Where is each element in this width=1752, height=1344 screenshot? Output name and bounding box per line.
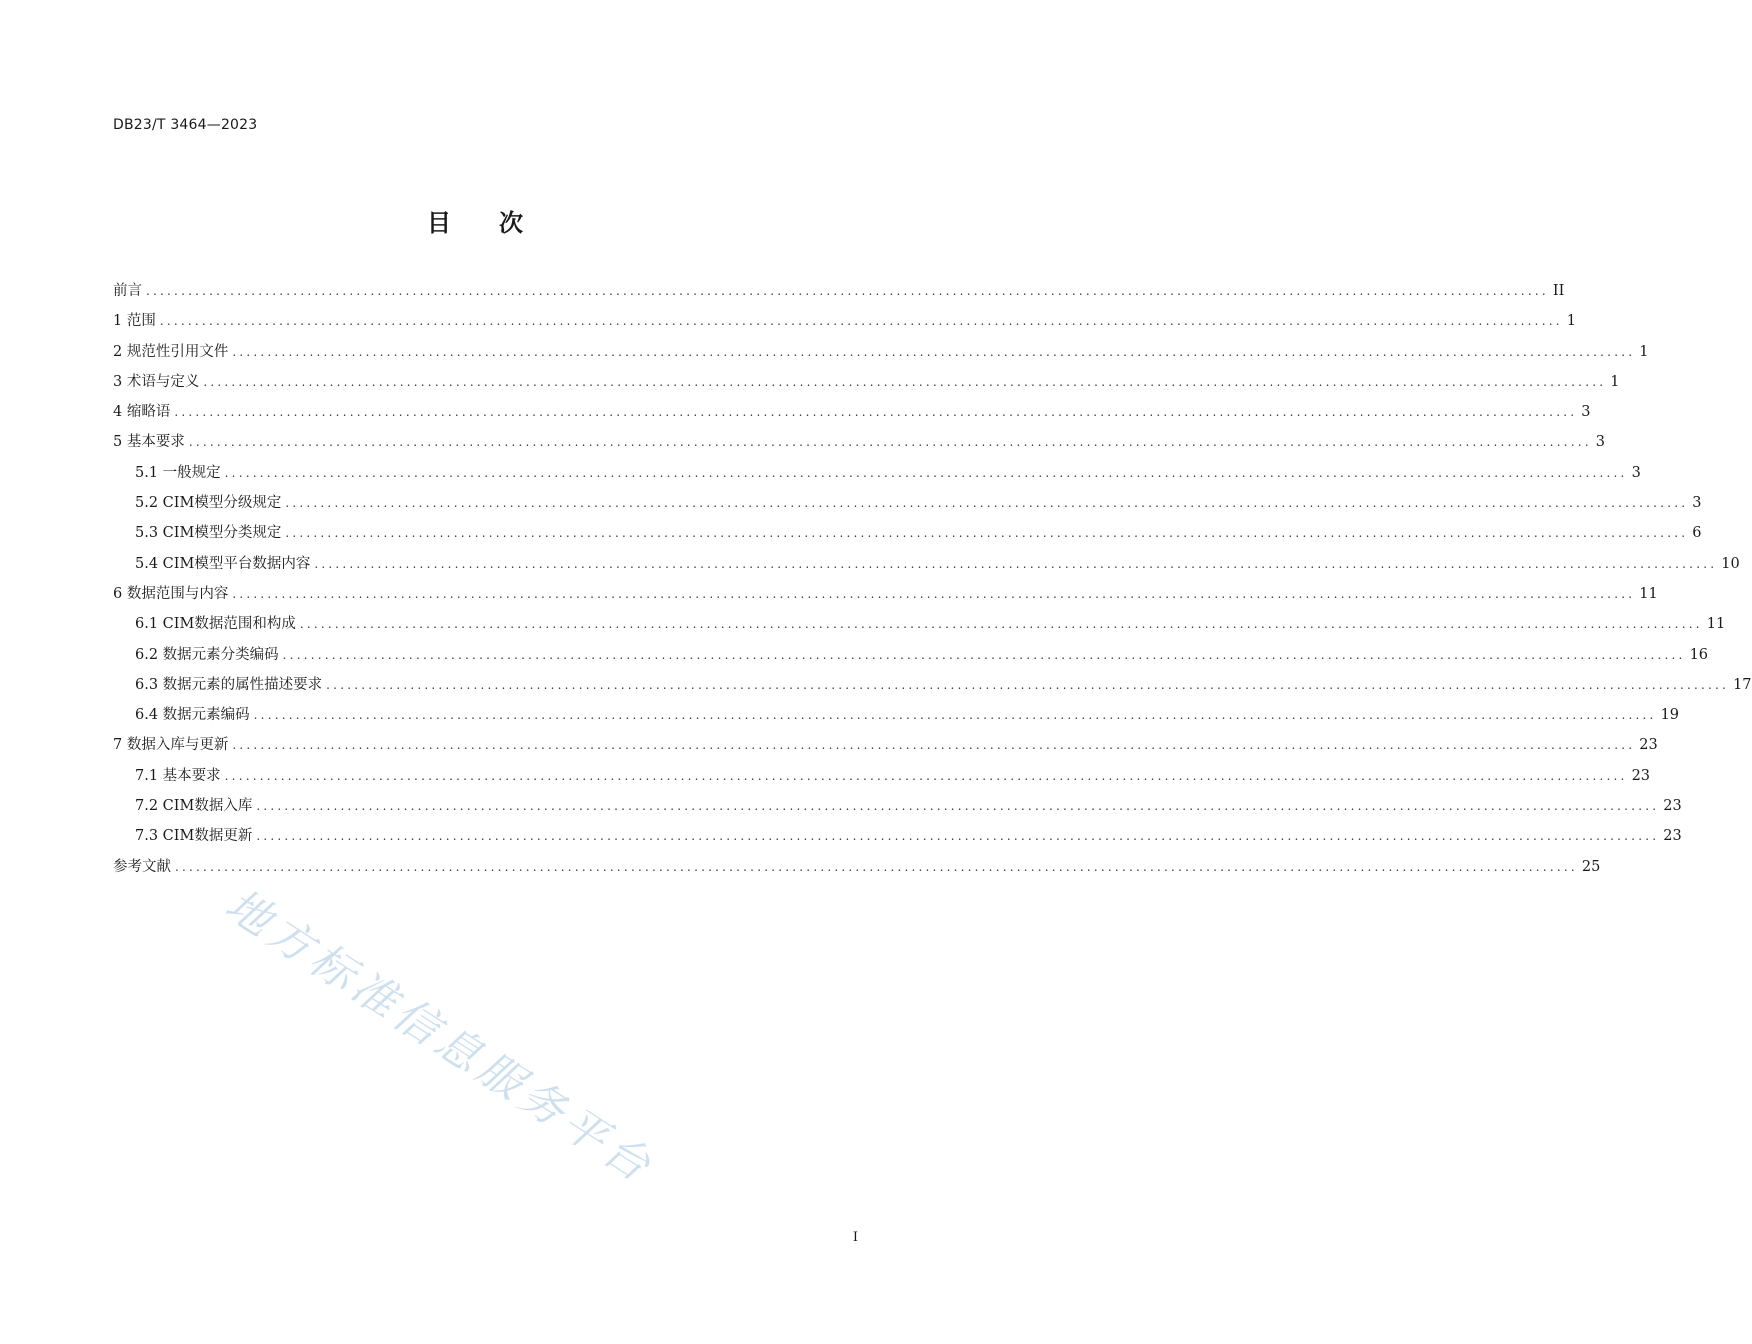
toc-dot-leader: ........................................................................................................................................................................................................: [314, 556, 1718, 571]
toc-entry[interactable]: [113, 673, 1752, 703]
toc-entry-label: 7 数据入库与更新: [113, 737, 229, 754]
title-char-1: 目: [427, 209, 451, 237]
toc-entry-label: 前言: [113, 283, 142, 299]
toc-entry-label: 5.1 一般规定: [135, 464, 221, 481]
page-title: [0, 203, 950, 238]
toc-dot-leader: ........................................................................................................................................................................................................: [253, 708, 1657, 723]
toc-entry-label: 7.3 CIM数据更新: [135, 828, 253, 845]
toc-entry-page: 10: [1721, 555, 1740, 572]
page-number: I: [852, 1230, 858, 1245]
title-char-2: 次: [499, 209, 523, 237]
toc-entry-page: 23: [1639, 737, 1658, 754]
toc-entry-page: 1: [1610, 373, 1620, 390]
toc-entry[interactable]: [113, 643, 1709, 673]
toc-dot-leader: ........................................................................................................................................................................................................: [285, 526, 1689, 541]
toc-entry-page: 1: [1639, 343, 1649, 360]
toc-entry-page: 6: [1692, 525, 1702, 542]
toc-entry[interactable]: [113, 491, 1702, 521]
toc-entry[interactable]: [113, 430, 1605, 460]
toc-entry-label: 6 数据范围与内容: [113, 585, 229, 602]
toc-entry-label: 5 基本要求: [113, 434, 185, 451]
toc-entry[interactable]: [113, 855, 1601, 885]
toc-entry[interactable]: [113, 733, 1658, 763]
document-code: DB23/T 3464—2023: [113, 117, 258, 133]
toc-entry[interactable]: [113, 279, 1565, 309]
toc-entry[interactable]: [113, 794, 1682, 824]
toc-dot-leader: ........................................................................................................................................................................................................: [159, 314, 1563, 329]
toc-entry-label: 3 术语与定义: [113, 373, 200, 390]
toc-dot-leader: ........................................................................................................................................................................................................: [256, 799, 1660, 814]
toc-entry-page: 19: [1660, 707, 1680, 724]
toc-entry-page: 16: [1689, 646, 1709, 663]
toc-entry[interactable]: [113, 824, 1682, 854]
toc-dot-leader: ........................................................................................................................................................................................................: [256, 829, 1660, 844]
toc-entry[interactable]: [113, 703, 1680, 733]
toc-entry-label: 6.1 CIM数据范围和构成: [135, 616, 296, 633]
toc-dot-leader: ........................................................................................................................................................................................................: [326, 677, 1730, 692]
toc-entry-label: 5.4 CIM模型平台数据内容: [135, 555, 311, 572]
toc-entry-label: 6.3 数据元素的属性描述要求: [135, 676, 323, 693]
toc-dot-leader: ........................................................................................................................................................................................................: [175, 859, 1578, 874]
watermark: 地方标准信息服务平台: [216, 879, 664, 1195]
toc-entry-page: 1: [1566, 313, 1576, 330]
toc-entry[interactable]: [113, 400, 1591, 430]
toc-entry-page: 17: [1733, 676, 1752, 693]
toc-dot-leader: ........................................................................................................................................................................................................: [232, 738, 1636, 753]
toc-entry-label: 1 范围: [113, 313, 156, 330]
toc-entry-page: 3: [1595, 434, 1605, 451]
toc-entry-page: 23: [1663, 798, 1682, 815]
toc-dot-leader: ........................................................................................................................................................................................................: [232, 586, 1636, 601]
toc-dot-leader: ........................................................................................................................................................................................................: [224, 768, 1628, 783]
toc-entry-page: 23: [1663, 828, 1682, 845]
toc-entry-label: 4 缩略语: [113, 404, 171, 421]
toc-entry[interactable]: [113, 370, 1620, 400]
toc-dot-leader: ........................................................................................................................................................................................................: [203, 374, 1607, 389]
toc-entry[interactable]: [113, 461, 1641, 491]
toc-entry[interactable]: [113, 340, 1649, 370]
toc-entry-page: 11: [1639, 585, 1658, 602]
toc-dot-leader: ........................................................................................................................................................................................................: [285, 496, 1689, 511]
toc-entry-label: 7.2 CIM数据入库: [135, 798, 253, 815]
toc-entry-label: 2 规范性引用文件: [113, 343, 229, 360]
toc-dot-leader: ........................................................................................................................................................................................................: [174, 405, 1578, 420]
toc-dot-leader: ........................................................................................................................................................................................................: [146, 284, 1549, 298]
toc-entry-label: 5.2 CIM模型分级规定: [135, 495, 282, 512]
toc-entry[interactable]: [113, 764, 1651, 794]
toc-entry-page: 25: [1581, 858, 1601, 875]
toc-entry[interactable]: [113, 309, 1576, 339]
toc-entry-label: 5.3 CIM模型分类规定: [135, 525, 282, 542]
toc-entry-label: 6.2 数据元素分类编码: [135, 646, 279, 663]
toc-dot-leader: ........................................................................................................................................................................................................: [224, 465, 1628, 480]
toc-dot-leader: ........................................................................................................................................................................................................: [282, 647, 1686, 662]
toc-entry-page: II: [1552, 283, 1565, 299]
toc-entry-page: 3: [1692, 495, 1702, 512]
toc-entry-page: 3: [1631, 464, 1641, 481]
toc-entry-page: 23: [1631, 767, 1651, 784]
toc-entry[interactable]: [113, 552, 1740, 582]
toc-entry[interactable]: [113, 612, 1726, 642]
table-of-contents: [113, 279, 1752, 885]
toc-entry[interactable]: [113, 521, 1702, 551]
toc-entry[interactable]: [113, 582, 1658, 612]
toc-entry-label: 7.1 基本要求: [135, 767, 221, 784]
toc-entry-page: 3: [1581, 404, 1591, 421]
toc-dot-leader: ........................................................................................................................................................................................................: [232, 344, 1636, 359]
toc-dot-leader: ........................................................................................................................................................................................................: [299, 617, 1703, 632]
toc-entry-label: 6.4 数据元素编码: [135, 707, 250, 724]
toc-entry-page: 11: [1706, 616, 1726, 633]
toc-dot-leader: ........................................................................................................................................................................................................: [188, 435, 1592, 450]
toc-entry-label: 参考文献: [113, 858, 171, 875]
